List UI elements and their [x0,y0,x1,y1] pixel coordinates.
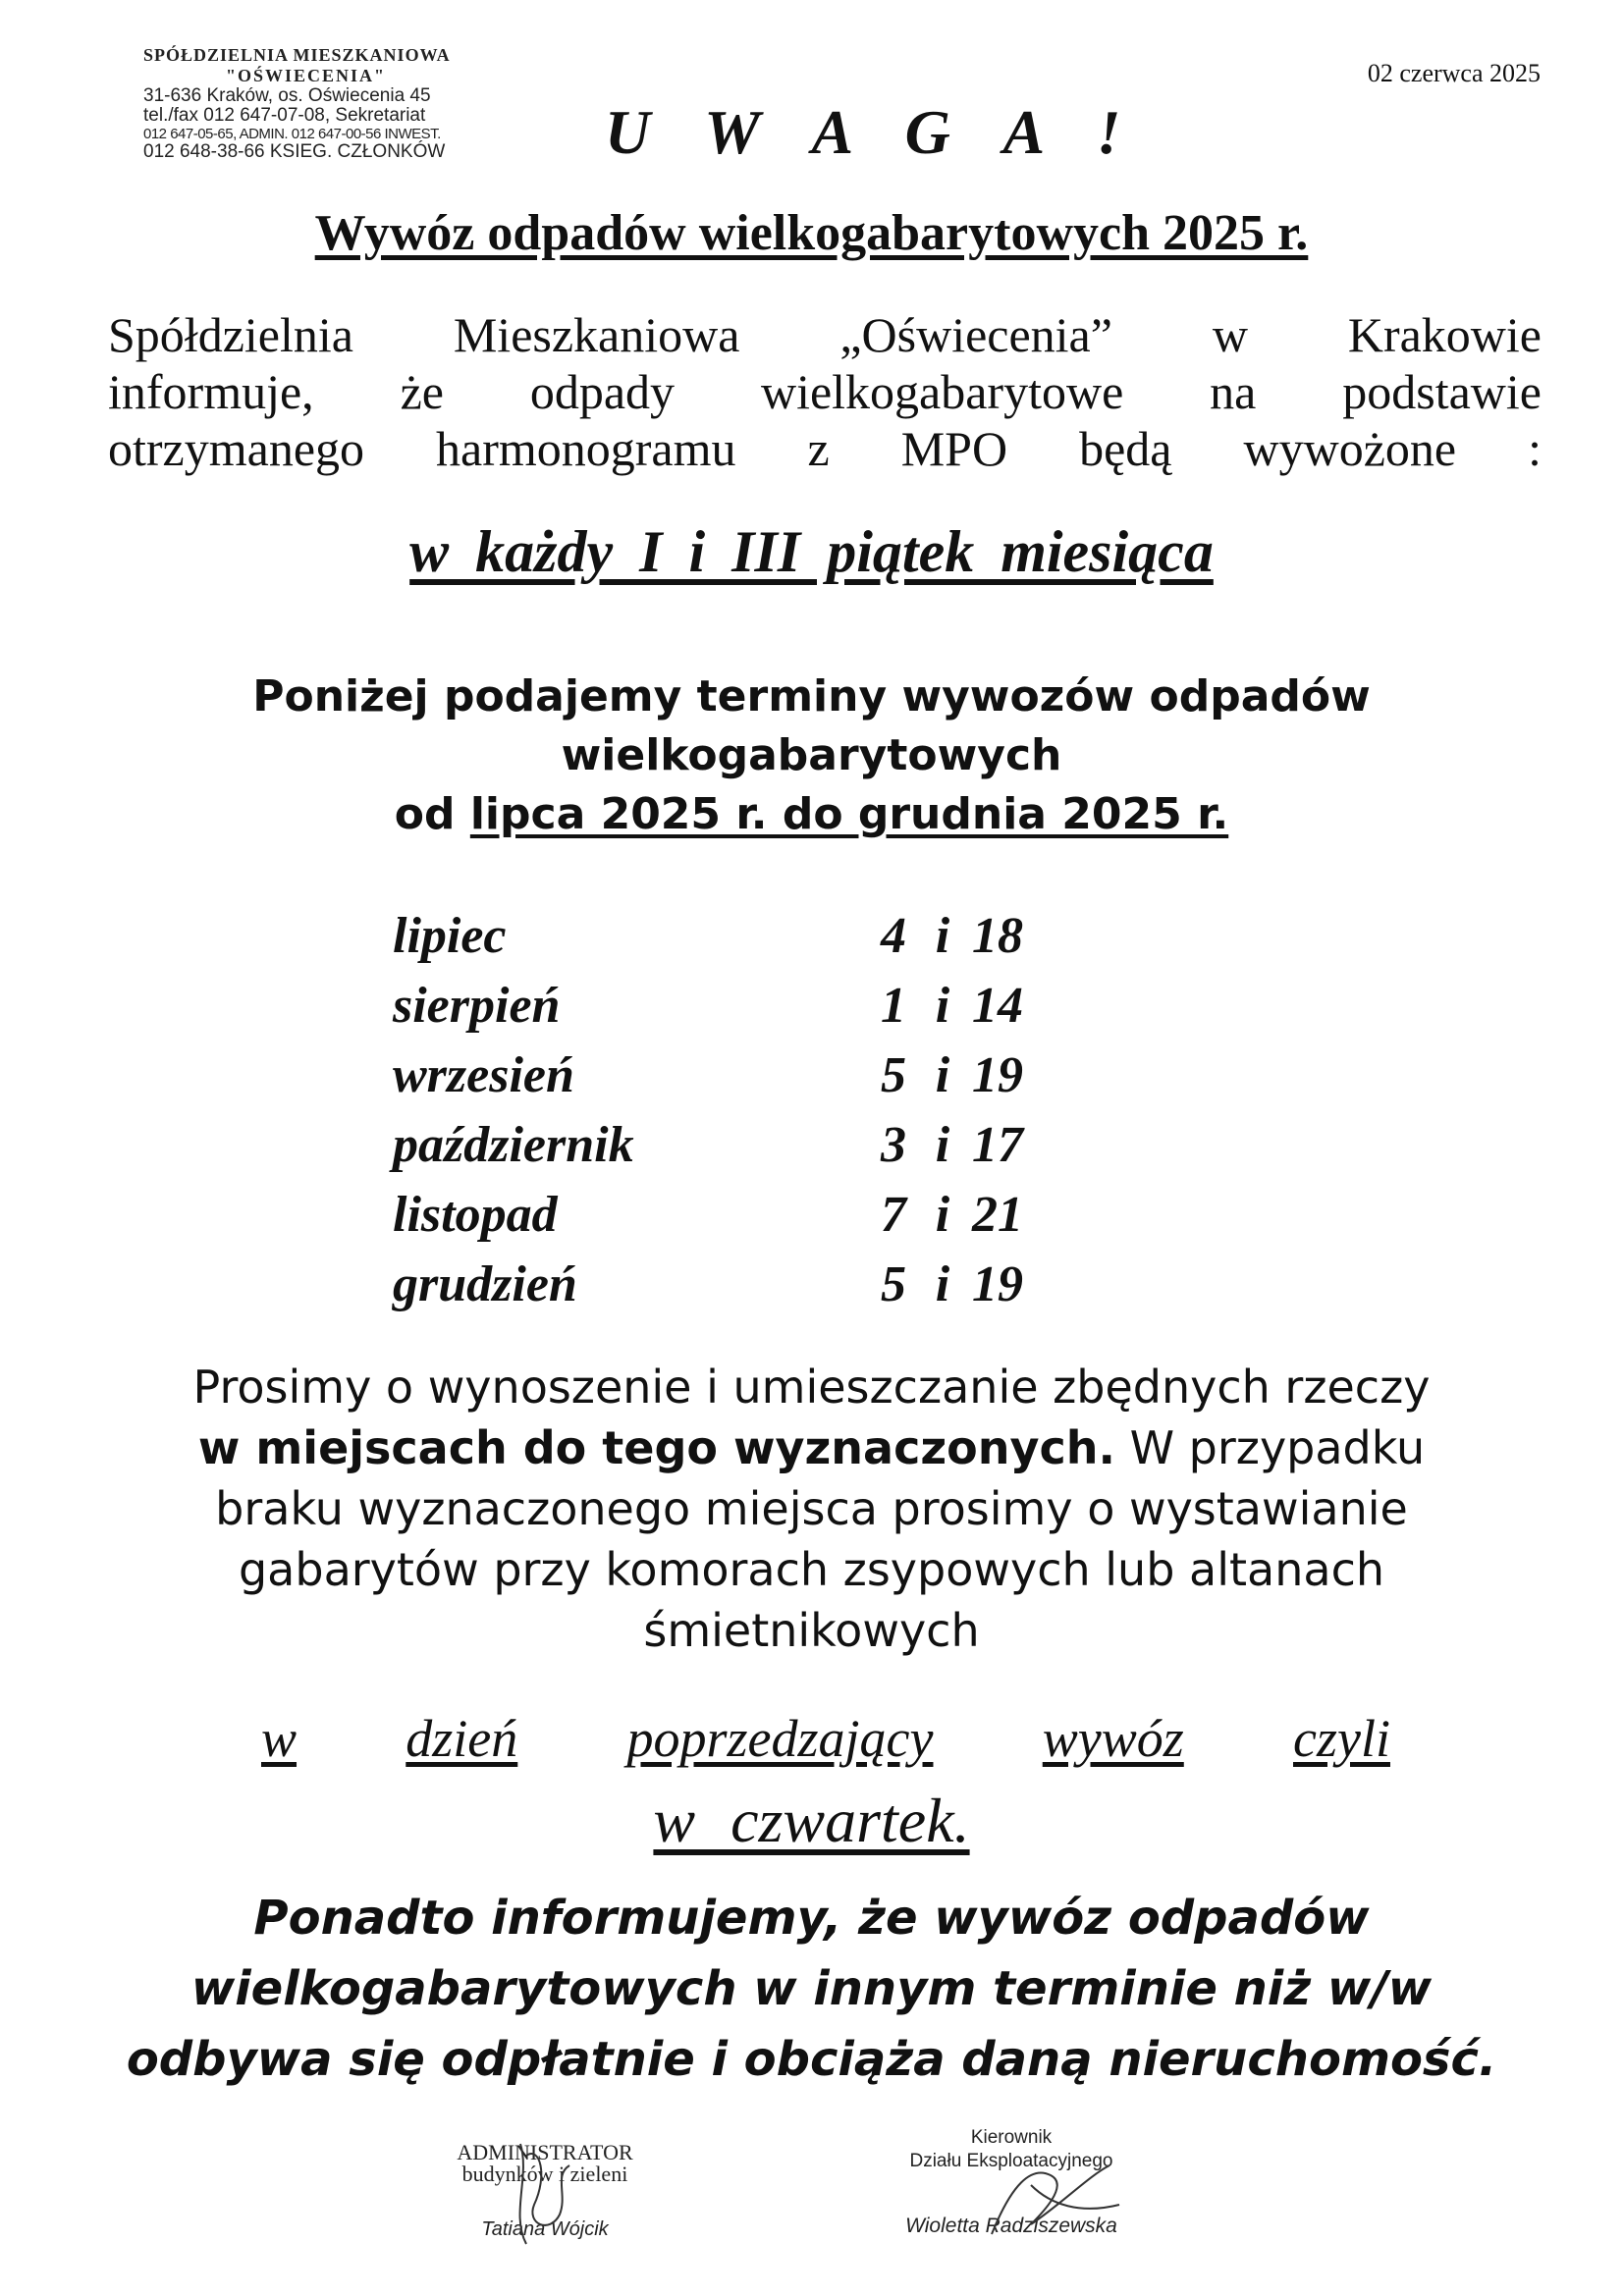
signature-name: Tatiana Wójcik [481,2218,609,2240]
additional-info [0,1883,1623,2095]
day-first: 5 [881,1047,906,1103]
signature-administrator [422,2142,668,2240]
collection-frequency [0,518,1623,586]
signature-subtitle: budynków i zieleni [461,2162,628,2186]
request-emphasis: w miejscach do tego wyznaczonych. [197,1421,1115,1474]
signature-title: Kierownik [970,2127,1053,2148]
terms-line [0,785,1623,844]
schedule-row [393,971,1100,1041]
schedule-row [393,1250,1100,1319]
handwritten-signature [491,2136,609,2254]
day-second: 17 [972,1117,1023,1173]
request-paragraph [0,1357,1623,1661]
request-line: Prosimy o wynoszenie i umieszczanie zbędnych rzeczy [192,1361,1431,1414]
day-first: 5 [881,1256,906,1312]
stamp-line: 012 647-05-65, ADMIN. 012 647-00-56 INWEST. [143,126,441,142]
intro-line: informuje, że odpady wielkogabarytowe na podstawie [108,364,1542,419]
cooperative-stamp [143,45,497,162]
notice-header: U W A G A ! [605,97,1141,167]
document-title [0,204,1623,262]
conjunction: i [935,1187,950,1243]
terms-line: wielkogabarytowych [561,730,1062,780]
day-second: 21 [972,1187,1023,1243]
intro-paragraph [108,306,1542,477]
schedule-row [393,901,1100,971]
terms-period: lipca 2025 r. do grudnia 2025 r. [469,789,1229,839]
request-rest: W przypadku [1114,1421,1426,1474]
day-first: 1 [881,978,906,1034]
thursday-text: w czwartek. [653,1786,970,1855]
day-before-word: wywóz [1042,1709,1184,1768]
day-before-word: poprzedzający [626,1709,934,1768]
conjunction: i [935,1117,950,1173]
day-second: 19 [972,1047,1023,1103]
terms-prefix: od [394,789,470,839]
signature-name: Wioletta Radziszewska [905,2215,1117,2237]
day-before-word: czyli [1293,1709,1390,1768]
schedule-table [393,901,1100,1319]
day-before-word: w [261,1709,298,1768]
schedule-row [393,1110,1100,1180]
conjunction: i [935,908,950,964]
additional-info-line: odbywa się odpłatnie i obciąża daną nieruchomość. [126,2032,1497,2087]
day-first: 4 [881,908,906,964]
request-line: gabarytów przy komorach zsypowych lub altanach [238,1543,1385,1596]
signature-subtitle: Działu Eksploatacyjnego [909,2151,1113,2171]
stamp-line: SPÓŁDZIELNIA MIESZKANIOWA [143,45,451,65]
month: grudzień [393,1256,577,1312]
day-second: 18 [972,908,1023,964]
collection-frequency-text: w każdy I i III piątek miesiąca [409,519,1214,584]
terms-line: Poniżej podajemy terminy wywozów odpadów [252,671,1371,721]
stamp-line: 31-636 Kraków, os. Oświecenia 45 [143,85,431,106]
day-second: 19 [972,1256,1023,1312]
month: lipiec [393,908,507,964]
signature-title: ADMINISTRATOR [457,2140,633,2164]
conjunction: i [935,1256,950,1312]
thursday-line [0,1785,1623,1857]
document-date: 02 czerwca 2025 [1367,59,1541,87]
month: sierpień [393,978,561,1034]
month: październik [393,1117,634,1173]
stamp-line: tel./fax 012 647-07-08, Sekretariat [143,105,426,126]
schedule-row [393,1180,1100,1250]
intro-line: Spółdzielnia Mieszkaniowa „Oświecenia” w Krakowie [108,307,1542,362]
stamp-line: "OŚWIECENIA" [226,66,387,85]
conjunction: i [935,1047,950,1103]
day-before-line [261,1708,1390,1769]
day-first: 7 [881,1187,906,1243]
month: listopad [393,1187,558,1243]
additional-info-line: wielkogabarytowych w innym terminie niż w/w [190,1961,1433,2016]
request-line [0,1417,1623,1478]
stamp-line: 012 648-38-66 KSIEG. CZŁONKÓW [143,141,446,162]
day-before-word: dzień [406,1709,518,1768]
day-second: 14 [972,978,1023,1034]
day-first: 3 [881,1117,906,1173]
additional-info-line: Ponadto informujemy, że wywóz odpadów [253,1891,1370,1946]
conjunction: i [935,978,950,1034]
intro-line: otrzymanego harmonogramu z MPO będą wywożone : [108,421,1542,476]
request-line: braku wyznaczonego miejsca prosimy o wystawianie [215,1482,1408,1535]
month: wrzesień [393,1047,574,1103]
document-title-text: Wywóz odpadów wielkogabarytowych 2025 r. [314,205,1309,261]
handwritten-signature [972,2146,1129,2254]
request-line: śmietnikowych [643,1604,980,1657]
terms-heading [0,667,1623,844]
schedule-row [393,1041,1100,1110]
signature-manager [864,2126,1159,2238]
